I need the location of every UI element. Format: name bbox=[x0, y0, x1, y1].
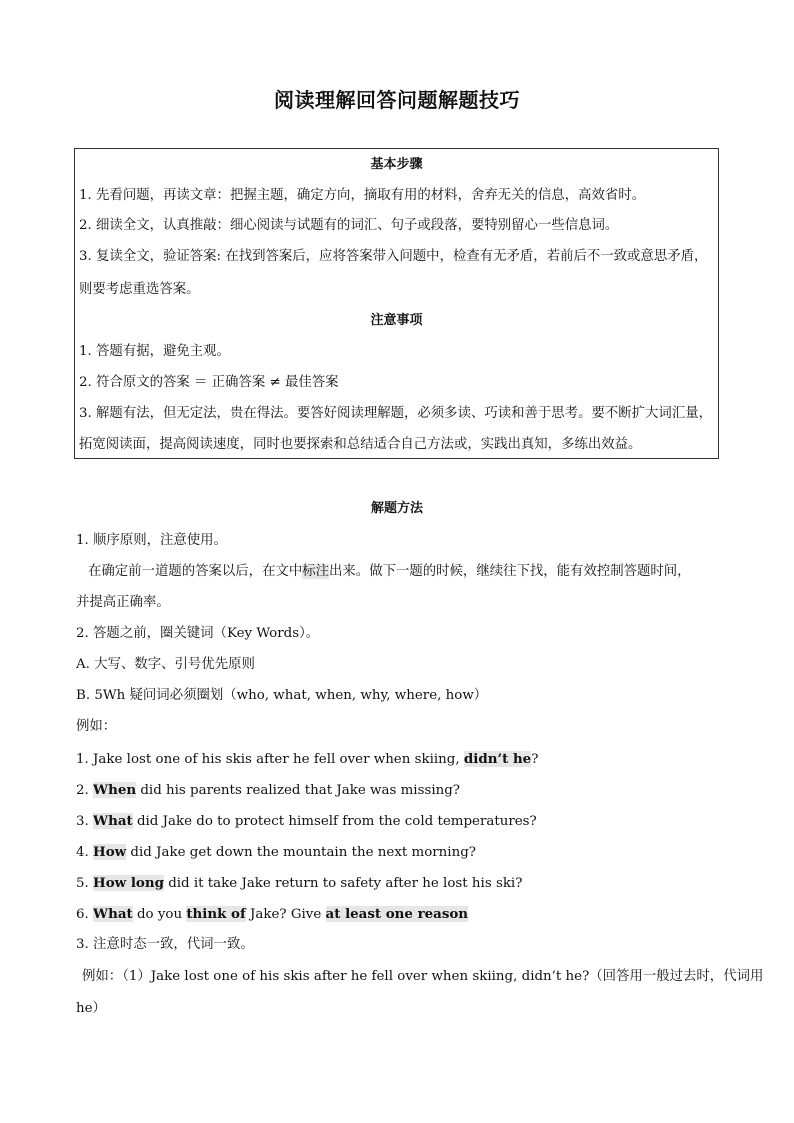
q2-number: 2. bbox=[76, 783, 94, 798]
method-1-text-cont: 并提高正确率。 bbox=[76, 595, 170, 610]
q1-keyword: didn’t he bbox=[463, 751, 532, 767]
steps-heading: 基本步骤 bbox=[370, 157, 423, 172]
method-2-b: B. 5Wh 疑问词必须圈划（who, what, when, why, where, how） bbox=[76, 688, 488, 703]
step-1: 1. 先看问题，再读文章：把握主题，确定方向，摘取有用的材料，舍弃无关的信息，高效省时。 bbox=[79, 188, 646, 203]
page-title: 阅读理解回答问题解题技巧 bbox=[274, 88, 520, 112]
question-5 bbox=[76, 873, 522, 894]
q2-keyword: When bbox=[93, 782, 137, 798]
method-3-example-cont: he） bbox=[76, 1001, 106, 1016]
example-label: 例如： bbox=[76, 719, 117, 734]
q2-text: did his parents realized that Jake was missing? bbox=[136, 783, 460, 798]
question-4 bbox=[76, 842, 476, 863]
q6-keyword-3: at least one reason bbox=[325, 906, 469, 922]
q3-keyword: What bbox=[93, 813, 133, 829]
q1-text: 1. Jake lost one of his skis after he fell over when skiing, bbox=[76, 752, 464, 767]
question-6 bbox=[76, 904, 468, 925]
step-3: 3. 复读全文，验证答案: 在找到答案后，应将答案带入问题中，检查有无矛盾，若前后不一致或意思矛盾， bbox=[79, 249, 708, 264]
q4-text: did Jake get down the mountain the next morning? bbox=[126, 845, 476, 860]
q3-number: 3. bbox=[76, 814, 94, 829]
question-3 bbox=[76, 811, 537, 832]
step-2: 2. 细读全文，认真推敲：细心阅读与试题有的词汇、句子或段落，要特别留心一些信息词。 bbox=[79, 218, 619, 233]
q6-text-1: do you bbox=[132, 907, 187, 922]
summary-box bbox=[74, 148, 719, 459]
q5-keyword: How long bbox=[93, 875, 164, 891]
q6-text-2: Jake? Give bbox=[245, 907, 326, 922]
method-3-example: 例如：（1）Jake lost one of his skis after he fell over when skiing, didn’t he?（回答用一般过去时，代词用 bbox=[82, 969, 764, 984]
q6-keyword-2: think of bbox=[186, 906, 246, 922]
method-2-a: A. 大写、数字、引号优先原则 bbox=[76, 657, 255, 672]
method-1: 1. 顺序原则，注意使用。 bbox=[76, 533, 227, 548]
q3-text: did Jake do to protect himself from the cold temperatures? bbox=[132, 814, 537, 829]
method-1-text-a: 在确定前一道题的答案以后，在文中 bbox=[88, 564, 303, 579]
q4-keyword: How bbox=[93, 844, 127, 860]
step-3-cont: 则要考虑重选答案。 bbox=[79, 282, 200, 297]
method-1-text-b: 出来。做下一题的时候，继续往下找，能有效控制答题时间， bbox=[329, 564, 691, 579]
question-2 bbox=[76, 780, 460, 801]
method-3: 3. 注意时态一致，代词一致。 bbox=[76, 937, 254, 952]
method-2: 2. 答题之前，圈关键词（Key Words）。 bbox=[76, 626, 320, 641]
highlight-mark: 标注 bbox=[302, 564, 330, 579]
methods-heading: 解题方法 bbox=[370, 501, 423, 516]
note-1: 1. 答题有据，避免主观。 bbox=[79, 344, 230, 359]
q6-keyword-1: What bbox=[93, 906, 133, 922]
q4-number: 4. bbox=[76, 845, 94, 860]
q5-text: did it take Jake return to safety after he lost his ski? bbox=[163, 876, 523, 891]
note-3: 3. 解题有法，但无定法，贵在得法。要答好阅读理解题，必须多读、巧读和善于思考。要不断扩大词汇量， bbox=[79, 406, 712, 421]
q6-number: 6. bbox=[76, 907, 94, 922]
q1-end: ? bbox=[531, 752, 539, 767]
q5-number: 5. bbox=[76, 876, 94, 891]
note-2: 2. 符合原文的答案 ＝ 正确答案 ≠ 最佳答案 bbox=[79, 375, 339, 390]
question-1 bbox=[76, 749, 538, 770]
notes-heading: 注意事项 bbox=[370, 313, 423, 328]
note-3-cont: 拓宽阅读面，提高阅读速度，同时也要探索和总结适合自己方法或，实践出真知，多练出效益。 bbox=[79, 437, 642, 452]
method-1-text bbox=[88, 562, 691, 582]
